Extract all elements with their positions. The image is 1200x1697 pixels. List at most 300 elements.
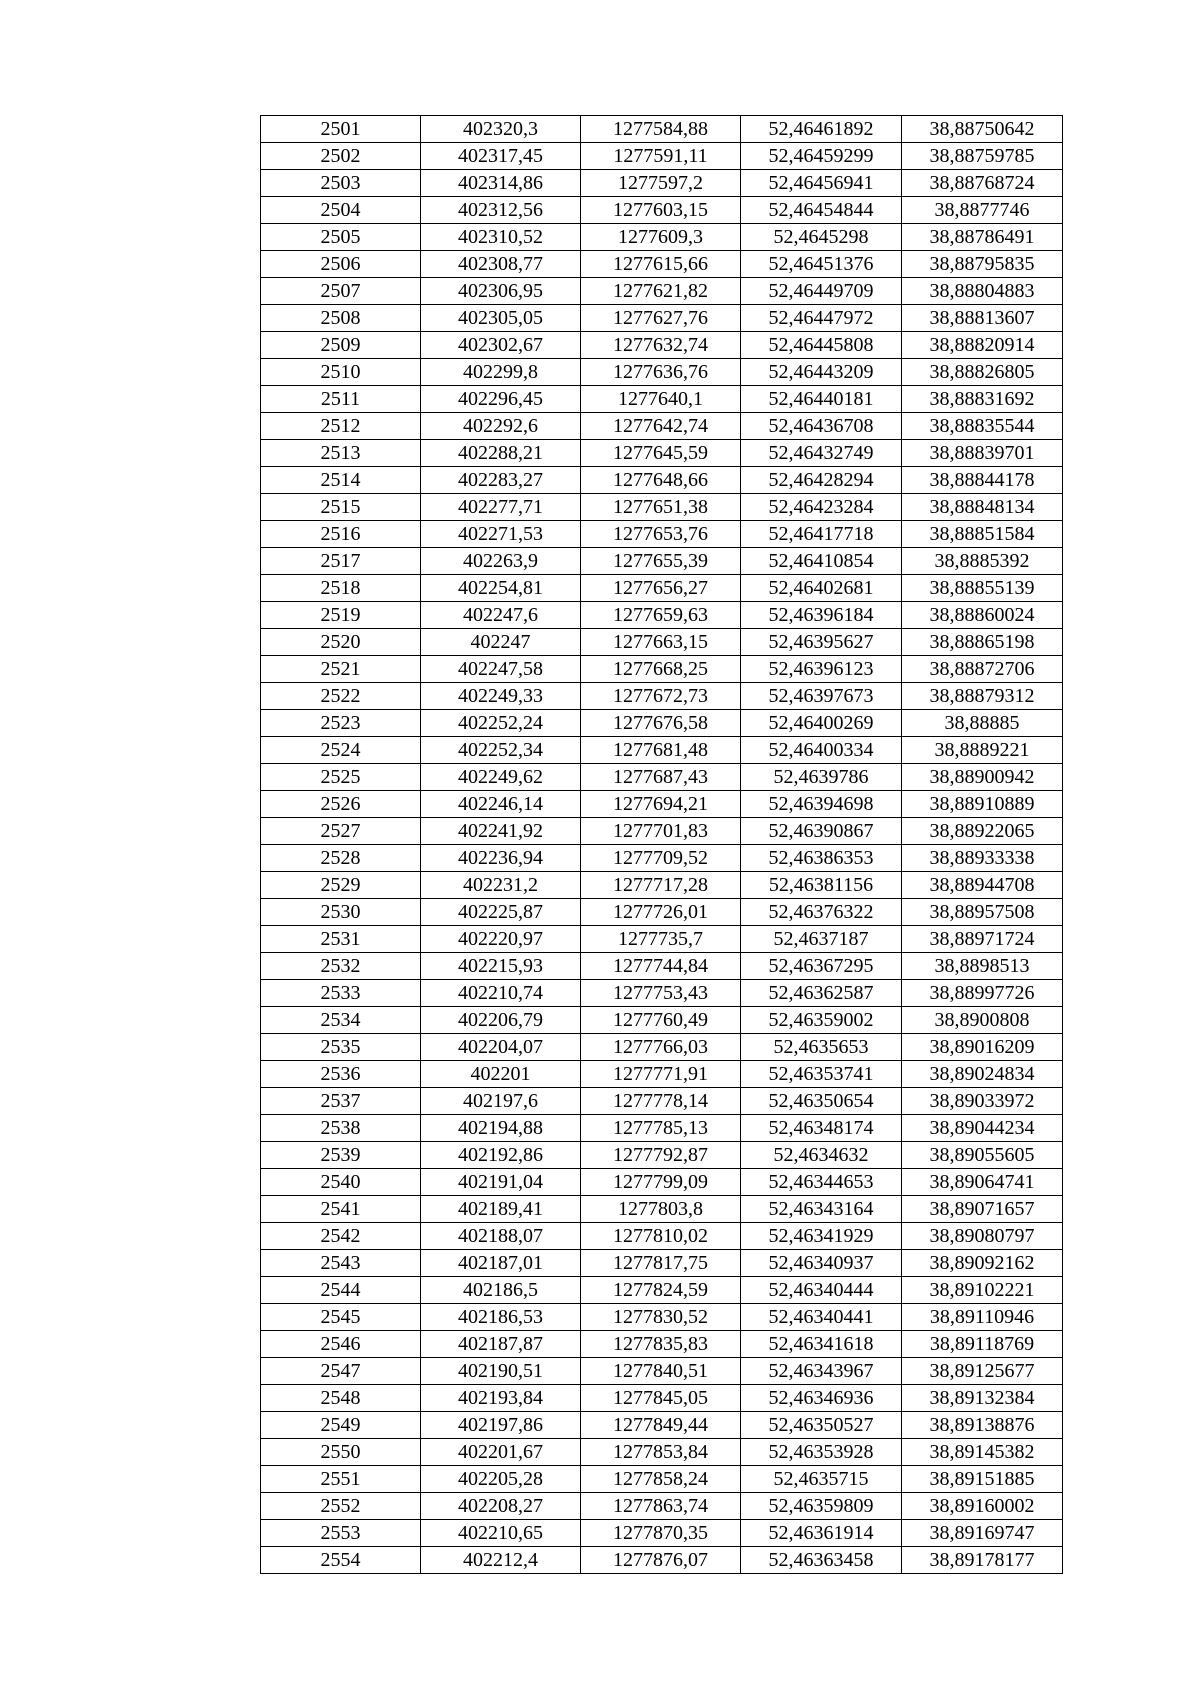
x-coordinate-cell: 402215,93 [421,953,581,980]
latitude-cell: 52,46400334 [741,737,902,764]
longitude-cell: 38,88910889 [902,791,1063,818]
table-row [261,1358,1063,1385]
table-row [261,143,1063,170]
y-coordinate-cell: 1277651,38 [581,494,741,521]
x-coordinate-cell: 402210,74 [421,980,581,1007]
point-number-cell: 2517 [261,548,421,575]
latitude-cell: 52,46340444 [741,1277,902,1304]
y-coordinate-cell: 1277766,03 [581,1034,741,1061]
x-coordinate-cell: 402212,4 [421,1547,581,1574]
y-coordinate-cell: 1277735,7 [581,926,741,953]
table-row [261,818,1063,845]
latitude-cell: 52,46353741 [741,1061,902,1088]
point-number-cell: 2512 [261,413,421,440]
longitude-cell: 38,89132384 [902,1385,1063,1412]
longitude-cell: 38,89055605 [902,1142,1063,1169]
table-row [261,1520,1063,1547]
x-coordinate-cell: 402220,97 [421,926,581,953]
y-coordinate-cell: 1277615,66 [581,251,741,278]
y-coordinate-cell: 1277824,59 [581,1277,741,1304]
x-coordinate-cell: 402201 [421,1061,581,1088]
table-row [261,872,1063,899]
point-number-cell: 2516 [261,521,421,548]
point-number-cell: 2546 [261,1331,421,1358]
table-row [261,440,1063,467]
latitude-cell: 52,46456941 [741,170,902,197]
latitude-cell: 52,46447972 [741,305,902,332]
point-number-cell: 2552 [261,1493,421,1520]
longitude-cell: 38,8898513 [902,953,1063,980]
point-number-cell: 2518 [261,575,421,602]
table-row [261,1061,1063,1088]
latitude-cell: 52,46451376 [741,251,902,278]
longitude-cell: 38,88855139 [902,575,1063,602]
x-coordinate-cell: 402312,56 [421,197,581,224]
longitude-cell: 38,88759785 [902,143,1063,170]
x-coordinate-cell: 402194,88 [421,1115,581,1142]
latitude-cell: 52,4645298 [741,224,902,251]
y-coordinate-cell: 1277681,48 [581,737,741,764]
latitude-cell: 52,46386353 [741,845,902,872]
latitude-cell: 52,46359809 [741,1493,902,1520]
longitude-cell: 38,89044234 [902,1115,1063,1142]
latitude-cell: 52,46341618 [741,1331,902,1358]
longitude-cell: 38,88851584 [902,521,1063,548]
latitude-cell: 52,46397673 [741,683,902,710]
latitude-cell: 52,46340441 [741,1304,902,1331]
coordinates-table [260,115,1063,1574]
x-coordinate-cell: 402252,34 [421,737,581,764]
table-row [261,845,1063,872]
table-row [261,575,1063,602]
point-number-cell: 2531 [261,926,421,953]
table-row [261,1007,1063,1034]
y-coordinate-cell: 1277597,2 [581,170,741,197]
x-coordinate-cell: 402306,95 [421,278,581,305]
point-number-cell: 2529 [261,872,421,899]
y-coordinate-cell: 1277717,28 [581,872,741,899]
point-number-cell: 2537 [261,1088,421,1115]
point-number-cell: 2505 [261,224,421,251]
longitude-cell: 38,89125677 [902,1358,1063,1385]
latitude-cell: 52,4634632 [741,1142,902,1169]
table-row [261,521,1063,548]
latitude-cell: 52,46362587 [741,980,902,1007]
x-coordinate-cell: 402299,8 [421,359,581,386]
y-coordinate-cell: 1277753,43 [581,980,741,1007]
latitude-cell: 52,46402681 [741,575,902,602]
table-row [261,980,1063,1007]
y-coordinate-cell: 1277642,74 [581,413,741,440]
latitude-cell: 52,46350654 [741,1088,902,1115]
point-number-cell: 2522 [261,683,421,710]
table-row [261,413,1063,440]
x-coordinate-cell: 402189,41 [421,1196,581,1223]
y-coordinate-cell: 1277858,24 [581,1466,741,1493]
point-number-cell: 2520 [261,629,421,656]
x-coordinate-cell: 402288,21 [421,440,581,467]
longitude-cell: 38,88786491 [902,224,1063,251]
latitude-cell: 52,46428294 [741,467,902,494]
longitude-cell: 38,89138876 [902,1412,1063,1439]
point-number-cell: 2541 [261,1196,421,1223]
longitude-cell: 38,89092162 [902,1250,1063,1277]
y-coordinate-cell: 1277636,76 [581,359,741,386]
x-coordinate-cell: 402190,51 [421,1358,581,1385]
point-number-cell: 2535 [261,1034,421,1061]
x-coordinate-cell: 402247 [421,629,581,656]
point-number-cell: 2539 [261,1142,421,1169]
x-coordinate-cell: 402187,01 [421,1250,581,1277]
point-number-cell: 2509 [261,332,421,359]
latitude-cell: 52,46395627 [741,629,902,656]
point-number-cell: 2519 [261,602,421,629]
point-number-cell: 2534 [261,1007,421,1034]
longitude-cell: 38,89151885 [902,1466,1063,1493]
y-coordinate-cell: 1277632,74 [581,332,741,359]
point-number-cell: 2515 [261,494,421,521]
point-number-cell: 2530 [261,899,421,926]
longitude-cell: 38,88820914 [902,332,1063,359]
x-coordinate-cell: 402292,6 [421,413,581,440]
table-row [261,629,1063,656]
point-number-cell: 2551 [261,1466,421,1493]
longitude-cell: 38,88804883 [902,278,1063,305]
x-coordinate-cell: 402249,62 [421,764,581,791]
table-row [261,1412,1063,1439]
y-coordinate-cell: 1277810,02 [581,1223,741,1250]
y-coordinate-cell: 1277627,76 [581,305,741,332]
point-number-cell: 2540 [261,1169,421,1196]
x-coordinate-cell: 402231,2 [421,872,581,899]
y-coordinate-cell: 1277672,73 [581,683,741,710]
x-coordinate-cell: 402247,58 [421,656,581,683]
y-coordinate-cell: 1277640,1 [581,386,741,413]
latitude-cell: 52,46367295 [741,953,902,980]
point-number-cell: 2507 [261,278,421,305]
table-row [261,1466,1063,1493]
y-coordinate-cell: 1277803,8 [581,1196,741,1223]
latitude-cell: 52,4637187 [741,926,902,953]
point-number-cell: 2527 [261,818,421,845]
latitude-cell: 52,46449709 [741,278,902,305]
longitude-cell: 38,89118769 [902,1331,1063,1358]
x-coordinate-cell: 402186,5 [421,1277,581,1304]
table-row [261,602,1063,629]
longitude-cell: 38,89071657 [902,1196,1063,1223]
y-coordinate-cell: 1277863,74 [581,1493,741,1520]
x-coordinate-cell: 402310,52 [421,224,581,251]
longitude-cell: 38,88831692 [902,386,1063,413]
x-coordinate-cell: 402225,87 [421,899,581,926]
x-coordinate-cell: 402197,6 [421,1088,581,1115]
x-coordinate-cell: 402193,84 [421,1385,581,1412]
x-coordinate-cell: 402283,27 [421,467,581,494]
y-coordinate-cell: 1277659,63 [581,602,741,629]
y-coordinate-cell: 1277663,15 [581,629,741,656]
latitude-cell: 52,46410854 [741,548,902,575]
longitude-cell: 38,88750642 [902,116,1063,143]
latitude-cell: 52,46417718 [741,521,902,548]
x-coordinate-cell: 402236,94 [421,845,581,872]
longitude-cell: 38,88813607 [902,305,1063,332]
x-coordinate-cell: 402205,28 [421,1466,581,1493]
point-number-cell: 2538 [261,1115,421,1142]
table-row [261,791,1063,818]
x-coordinate-cell: 402249,33 [421,683,581,710]
longitude-cell: 38,89110946 [902,1304,1063,1331]
table-row [261,1169,1063,1196]
x-coordinate-cell: 402210,65 [421,1520,581,1547]
point-number-cell: 2543 [261,1250,421,1277]
y-coordinate-cell: 1277603,15 [581,197,741,224]
longitude-cell: 38,88879312 [902,683,1063,710]
latitude-cell: 52,46343164 [741,1196,902,1223]
table-row [261,1277,1063,1304]
latitude-cell: 52,46350527 [741,1412,902,1439]
latitude-cell: 52,46443209 [741,359,902,386]
table-row [261,1493,1063,1520]
y-coordinate-cell: 1277840,51 [581,1358,741,1385]
longitude-cell: 38,89024834 [902,1061,1063,1088]
y-coordinate-cell: 1277744,84 [581,953,741,980]
longitude-cell: 38,89160002 [902,1493,1063,1520]
table-row [261,467,1063,494]
y-coordinate-cell: 1277853,84 [581,1439,741,1466]
x-coordinate-cell: 402204,07 [421,1034,581,1061]
table-row [261,1142,1063,1169]
table-row [261,683,1063,710]
y-coordinate-cell: 1277584,88 [581,116,741,143]
x-coordinate-cell: 402263,9 [421,548,581,575]
longitude-cell: 38,89178177 [902,1547,1063,1574]
x-coordinate-cell: 402241,92 [421,818,581,845]
latitude-cell: 52,46381156 [741,872,902,899]
table-row [261,1304,1063,1331]
table-row [261,170,1063,197]
x-coordinate-cell: 402247,6 [421,602,581,629]
y-coordinate-cell: 1277771,91 [581,1061,741,1088]
longitude-cell: 38,8900808 [902,1007,1063,1034]
latitude-cell: 52,46341929 [741,1223,902,1250]
point-number-cell: 2533 [261,980,421,1007]
x-coordinate-cell: 402314,86 [421,170,581,197]
table-row [261,1250,1063,1277]
table-row [261,197,1063,224]
y-coordinate-cell: 1277835,83 [581,1331,741,1358]
latitude-cell: 52,46459299 [741,143,902,170]
y-coordinate-cell: 1277668,25 [581,656,741,683]
point-number-cell: 2523 [261,710,421,737]
latitude-cell: 52,46432749 [741,440,902,467]
point-number-cell: 2553 [261,1520,421,1547]
x-coordinate-cell: 402188,07 [421,1223,581,1250]
point-number-cell: 2542 [261,1223,421,1250]
table-row [261,251,1063,278]
longitude-cell: 38,88922065 [902,818,1063,845]
y-coordinate-cell: 1277701,83 [581,818,741,845]
y-coordinate-cell: 1277792,87 [581,1142,741,1169]
point-number-cell: 2510 [261,359,421,386]
longitude-cell: 38,89033972 [902,1088,1063,1115]
latitude-cell: 52,46461892 [741,116,902,143]
longitude-cell: 38,88944708 [902,872,1063,899]
x-coordinate-cell: 402191,04 [421,1169,581,1196]
longitude-cell: 38,88971724 [902,926,1063,953]
longitude-cell: 38,88997726 [902,980,1063,1007]
y-coordinate-cell: 1277785,13 [581,1115,741,1142]
longitude-cell: 38,8889221 [902,737,1063,764]
x-coordinate-cell: 402186,53 [421,1304,581,1331]
x-coordinate-cell: 402254,81 [421,575,581,602]
x-coordinate-cell: 402246,14 [421,791,581,818]
table-row [261,548,1063,575]
longitude-cell: 38,88848134 [902,494,1063,521]
table-row [261,899,1063,926]
latitude-cell: 52,46344653 [741,1169,902,1196]
x-coordinate-cell: 402208,27 [421,1493,581,1520]
latitude-cell: 52,46436708 [741,413,902,440]
table-row [261,1331,1063,1358]
table-row [261,953,1063,980]
longitude-cell: 38,89016209 [902,1034,1063,1061]
table-row [261,656,1063,683]
longitude-cell: 38,89169747 [902,1520,1063,1547]
x-coordinate-cell: 402302,67 [421,332,581,359]
point-number-cell: 2549 [261,1412,421,1439]
y-coordinate-cell: 1277876,07 [581,1547,741,1574]
longitude-cell: 38,88844178 [902,467,1063,494]
x-coordinate-cell: 402201,67 [421,1439,581,1466]
point-number-cell: 2513 [261,440,421,467]
x-coordinate-cell: 402305,05 [421,305,581,332]
longitude-cell: 38,88865198 [902,629,1063,656]
longitude-cell: 38,88768724 [902,170,1063,197]
y-coordinate-cell: 1277621,82 [581,278,741,305]
longitude-cell: 38,88957508 [902,899,1063,926]
longitude-cell: 38,88860024 [902,602,1063,629]
table-row [261,224,1063,251]
coordinates-table-body [261,116,1063,1574]
table-row [261,1115,1063,1142]
y-coordinate-cell: 1277591,11 [581,143,741,170]
x-coordinate-cell: 402320,3 [421,116,581,143]
latitude-cell: 52,46423284 [741,494,902,521]
longitude-cell: 38,8877746 [902,197,1063,224]
latitude-cell: 52,46359002 [741,1007,902,1034]
y-coordinate-cell: 1277845,05 [581,1385,741,1412]
latitude-cell: 52,46390867 [741,818,902,845]
point-number-cell: 2506 [261,251,421,278]
point-number-cell: 2532 [261,953,421,980]
latitude-cell: 52,46348174 [741,1115,902,1142]
longitude-cell: 38,8885392 [902,548,1063,575]
table-row [261,764,1063,791]
point-number-cell: 2548 [261,1385,421,1412]
latitude-cell: 52,46376322 [741,899,902,926]
longitude-cell: 38,89102221 [902,1277,1063,1304]
longitude-cell: 38,89064741 [902,1169,1063,1196]
x-coordinate-cell: 402277,71 [421,494,581,521]
point-number-cell: 2503 [261,170,421,197]
table-row [261,1547,1063,1574]
y-coordinate-cell: 1277817,75 [581,1250,741,1277]
latitude-cell: 52,46396184 [741,602,902,629]
longitude-cell: 38,88885 [902,710,1063,737]
point-number-cell: 2508 [261,305,421,332]
table-row [261,1196,1063,1223]
y-coordinate-cell: 1277687,43 [581,764,741,791]
latitude-cell: 52,46353928 [741,1439,902,1466]
latitude-cell: 52,46396123 [741,656,902,683]
x-coordinate-cell: 402252,24 [421,710,581,737]
latitude-cell: 52,46440181 [741,386,902,413]
point-number-cell: 2528 [261,845,421,872]
latitude-cell: 52,46340937 [741,1250,902,1277]
point-number-cell: 2544 [261,1277,421,1304]
longitude-cell: 38,88872706 [902,656,1063,683]
y-coordinate-cell: 1277726,01 [581,899,741,926]
y-coordinate-cell: 1277760,49 [581,1007,741,1034]
latitude-cell: 52,46445808 [741,332,902,359]
point-number-cell: 2504 [261,197,421,224]
table-row [261,332,1063,359]
longitude-cell: 38,89080797 [902,1223,1063,1250]
longitude-cell: 38,88933338 [902,845,1063,872]
y-coordinate-cell: 1277799,09 [581,1169,741,1196]
x-coordinate-cell: 402206,79 [421,1007,581,1034]
x-coordinate-cell: 402271,53 [421,521,581,548]
y-coordinate-cell: 1277870,35 [581,1520,741,1547]
x-coordinate-cell: 402192,86 [421,1142,581,1169]
point-number-cell: 2545 [261,1304,421,1331]
table-row [261,386,1063,413]
latitude-cell: 52,46394698 [741,791,902,818]
table-row [261,278,1063,305]
table-row [261,1034,1063,1061]
longitude-cell: 38,88835544 [902,413,1063,440]
point-number-cell: 2526 [261,791,421,818]
y-coordinate-cell: 1277653,76 [581,521,741,548]
y-coordinate-cell: 1277694,21 [581,791,741,818]
point-number-cell: 2525 [261,764,421,791]
y-coordinate-cell: 1277676,58 [581,710,741,737]
table-row [261,710,1063,737]
longitude-cell: 38,88795835 [902,251,1063,278]
table-row [261,1385,1063,1412]
latitude-cell: 52,46454844 [741,197,902,224]
y-coordinate-cell: 1277709,52 [581,845,741,872]
latitude-cell: 52,46400269 [741,710,902,737]
longitude-cell: 38,89145382 [902,1439,1063,1466]
latitude-cell: 52,46346936 [741,1385,902,1412]
point-number-cell: 2511 [261,386,421,413]
table-row [261,1223,1063,1250]
latitude-cell: 52,46363458 [741,1547,902,1574]
latitude-cell: 52,46343967 [741,1358,902,1385]
y-coordinate-cell: 1277778,14 [581,1088,741,1115]
longitude-cell: 38,88826805 [902,359,1063,386]
table-row [261,305,1063,332]
table-row [261,926,1063,953]
table-row [261,1088,1063,1115]
point-number-cell: 2550 [261,1439,421,1466]
point-number-cell: 2547 [261,1358,421,1385]
latitude-cell: 52,4639786 [741,764,902,791]
y-coordinate-cell: 1277656,27 [581,575,741,602]
y-coordinate-cell: 1277609,3 [581,224,741,251]
table-row [261,1439,1063,1466]
